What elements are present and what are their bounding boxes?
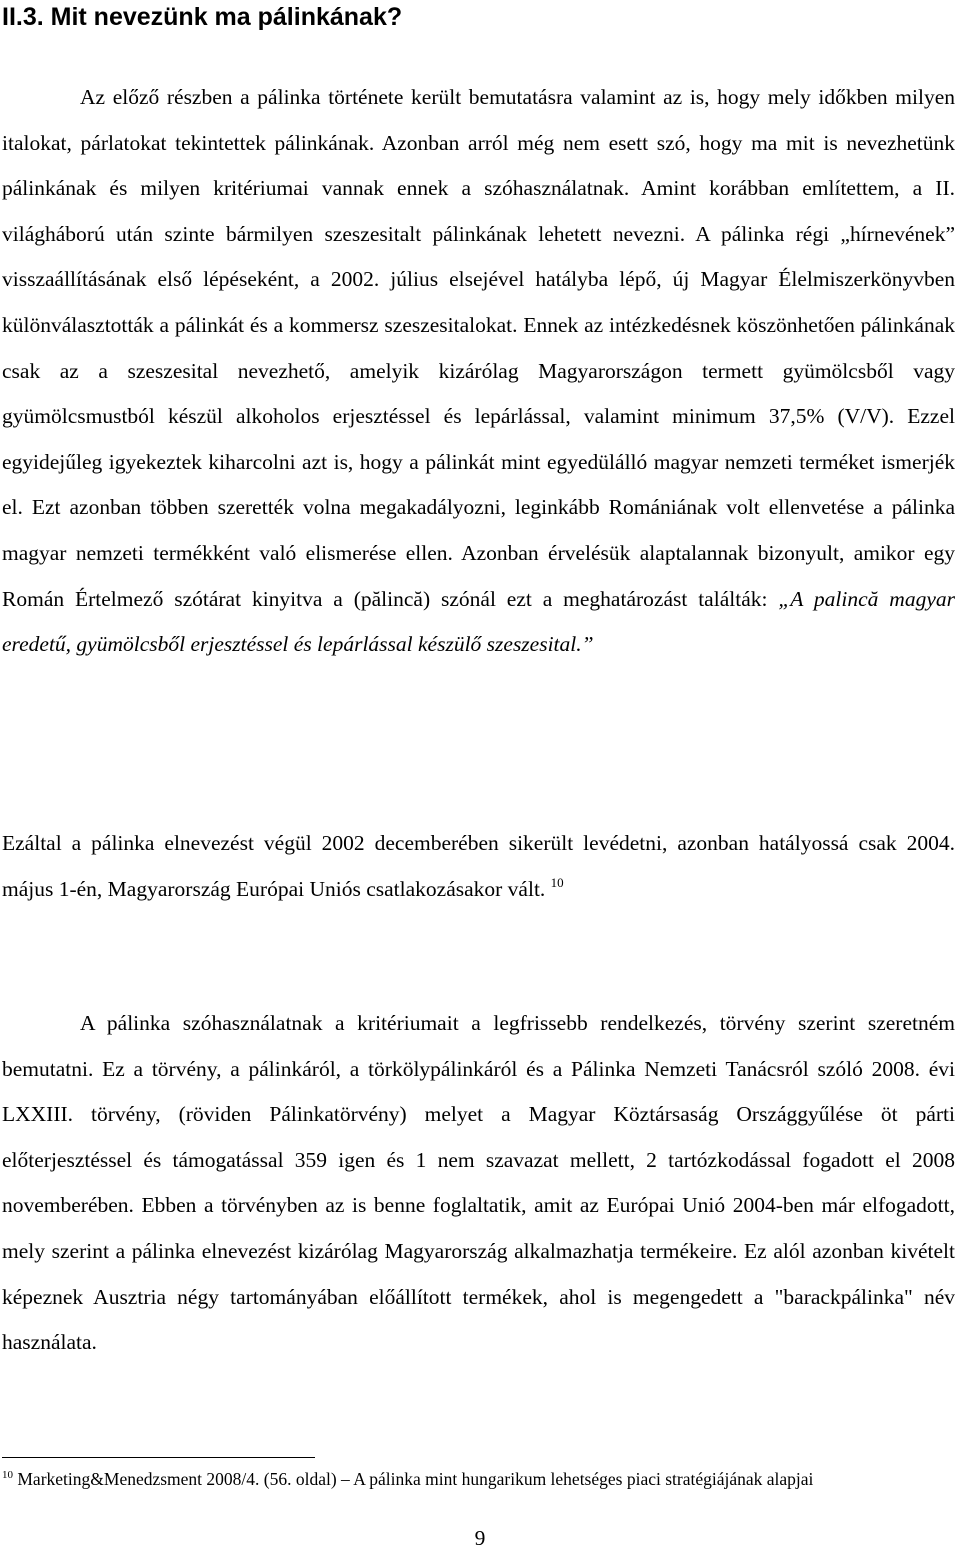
paragraph-text: A pálinka szóhasználatnak a kritériumait a legfrissebb rendelkezés, törvény szerint szeretném bemutatni. Ez a törvény, a pálinkáról, a törkölypálinkáról és a Pálinka Nemzeti Tanácsról szóló 2008. évi LXXIII. törvény, (röviden Pálinkatörvény) melyet a Magyar Köztársaság Országgyűlése öt párti előterjesztéssel és támogatással 359 igen és 1 nem szavazat mellett, 2 tartózkodással fogadott el 2008 novemberében. Ebben a törvényben az is benne foglaltatik, amit az Európai Unió 2004-ben már elfogadott, mely szerint a pálinka elnevezést kizárólag Magyarország alkalmazhatja termékeire. Ez alól azonban kivételt képeznek Ausztria négy tartományában előállított termékek, ahol is megengedett a "barackpálinka" név használata. bbox=[2, 1011, 955, 1355]
paragraph-text: Ezáltal a pálinka elnevezést végül 2002 decemberében sikerült levédetni, azonban hatályossá csak 2004. május 1-én, Magyarország Európai Uniós csatlakozásakor vált. bbox=[2, 831, 955, 901]
footnote-number: 10 bbox=[2, 1469, 13, 1481]
footnote-reference[interactable]: 10 bbox=[550, 874, 564, 890]
page-number: 9 bbox=[474, 1526, 486, 1550]
paragraph-history-summary bbox=[2, 75, 955, 668]
footnote-text: Marketing&Menedzsment 2008/4. (56. oldal) – A pálinka mint hungarikum lehetséges piaci stratégiájának alapjai bbox=[13, 1469, 814, 1489]
paragraph-law bbox=[2, 1001, 955, 1366]
footnote bbox=[2, 1465, 952, 1494]
footnote-separator bbox=[2, 1457, 315, 1458]
section-heading: II.3. Mit nevezünk ma pálinkának? bbox=[2, 3, 403, 31]
paragraph-text: Az előző részben a pálinka története került bemutatásra valamint az is, hogy mely időkben milyen italokat, párlatokat tekintettek pálinkának. Azonban arról még nem esett szó, hogy ma mit is nevezhetünk pálinkának és milyen kritériumai vannak ennek a szóhasználatnak. Amint korábban említettem, a II. világháború után szinte bármilyen szeszesitalt pálinkának lehetett nevezni. A pálinka régi „hírnevének” visszaállításának első lépéseként, a 2002. július elsejével hatályba lépő, új Magyar Élelmiszerkönyvben különválasztották a pálinkát és a kommersz szeszesitalokat. Ennek az intézkedésnek köszönhetően pálinkának csak az a szeszesital nevezhető, amelyik kizárólag Magyarországon termett gyümölcsből vagy gyümölcsmustból készül alkoholos erjesztéssel és lepárlással, valamint minimum 37,5% (V/V). Ezzel egyidejűleg igyekeztek kiharcolni azt is, hogy a pálinkát mint egyedülálló magyar nemzeti terméket ismerjék el. Ezt azonban többen szerették volna megakadályozni, leginkább Romániának volt ellenvetése a pálinka magyar nemzeti termékként való elismerése ellen. Azonban érvelésük alaptalannak bizonyult, amikor egy Román Értelmező szótárat kinyitva a (pălincă) szónál ezt a meghatározást találták: bbox=[2, 85, 955, 611]
paragraph-protection bbox=[2, 821, 955, 912]
dictionary-quote: „A palincă magyar eredetű, gyümölcsből erjesztéssel és lepárlással készülő szeszesital.” bbox=[2, 586, 955, 657]
